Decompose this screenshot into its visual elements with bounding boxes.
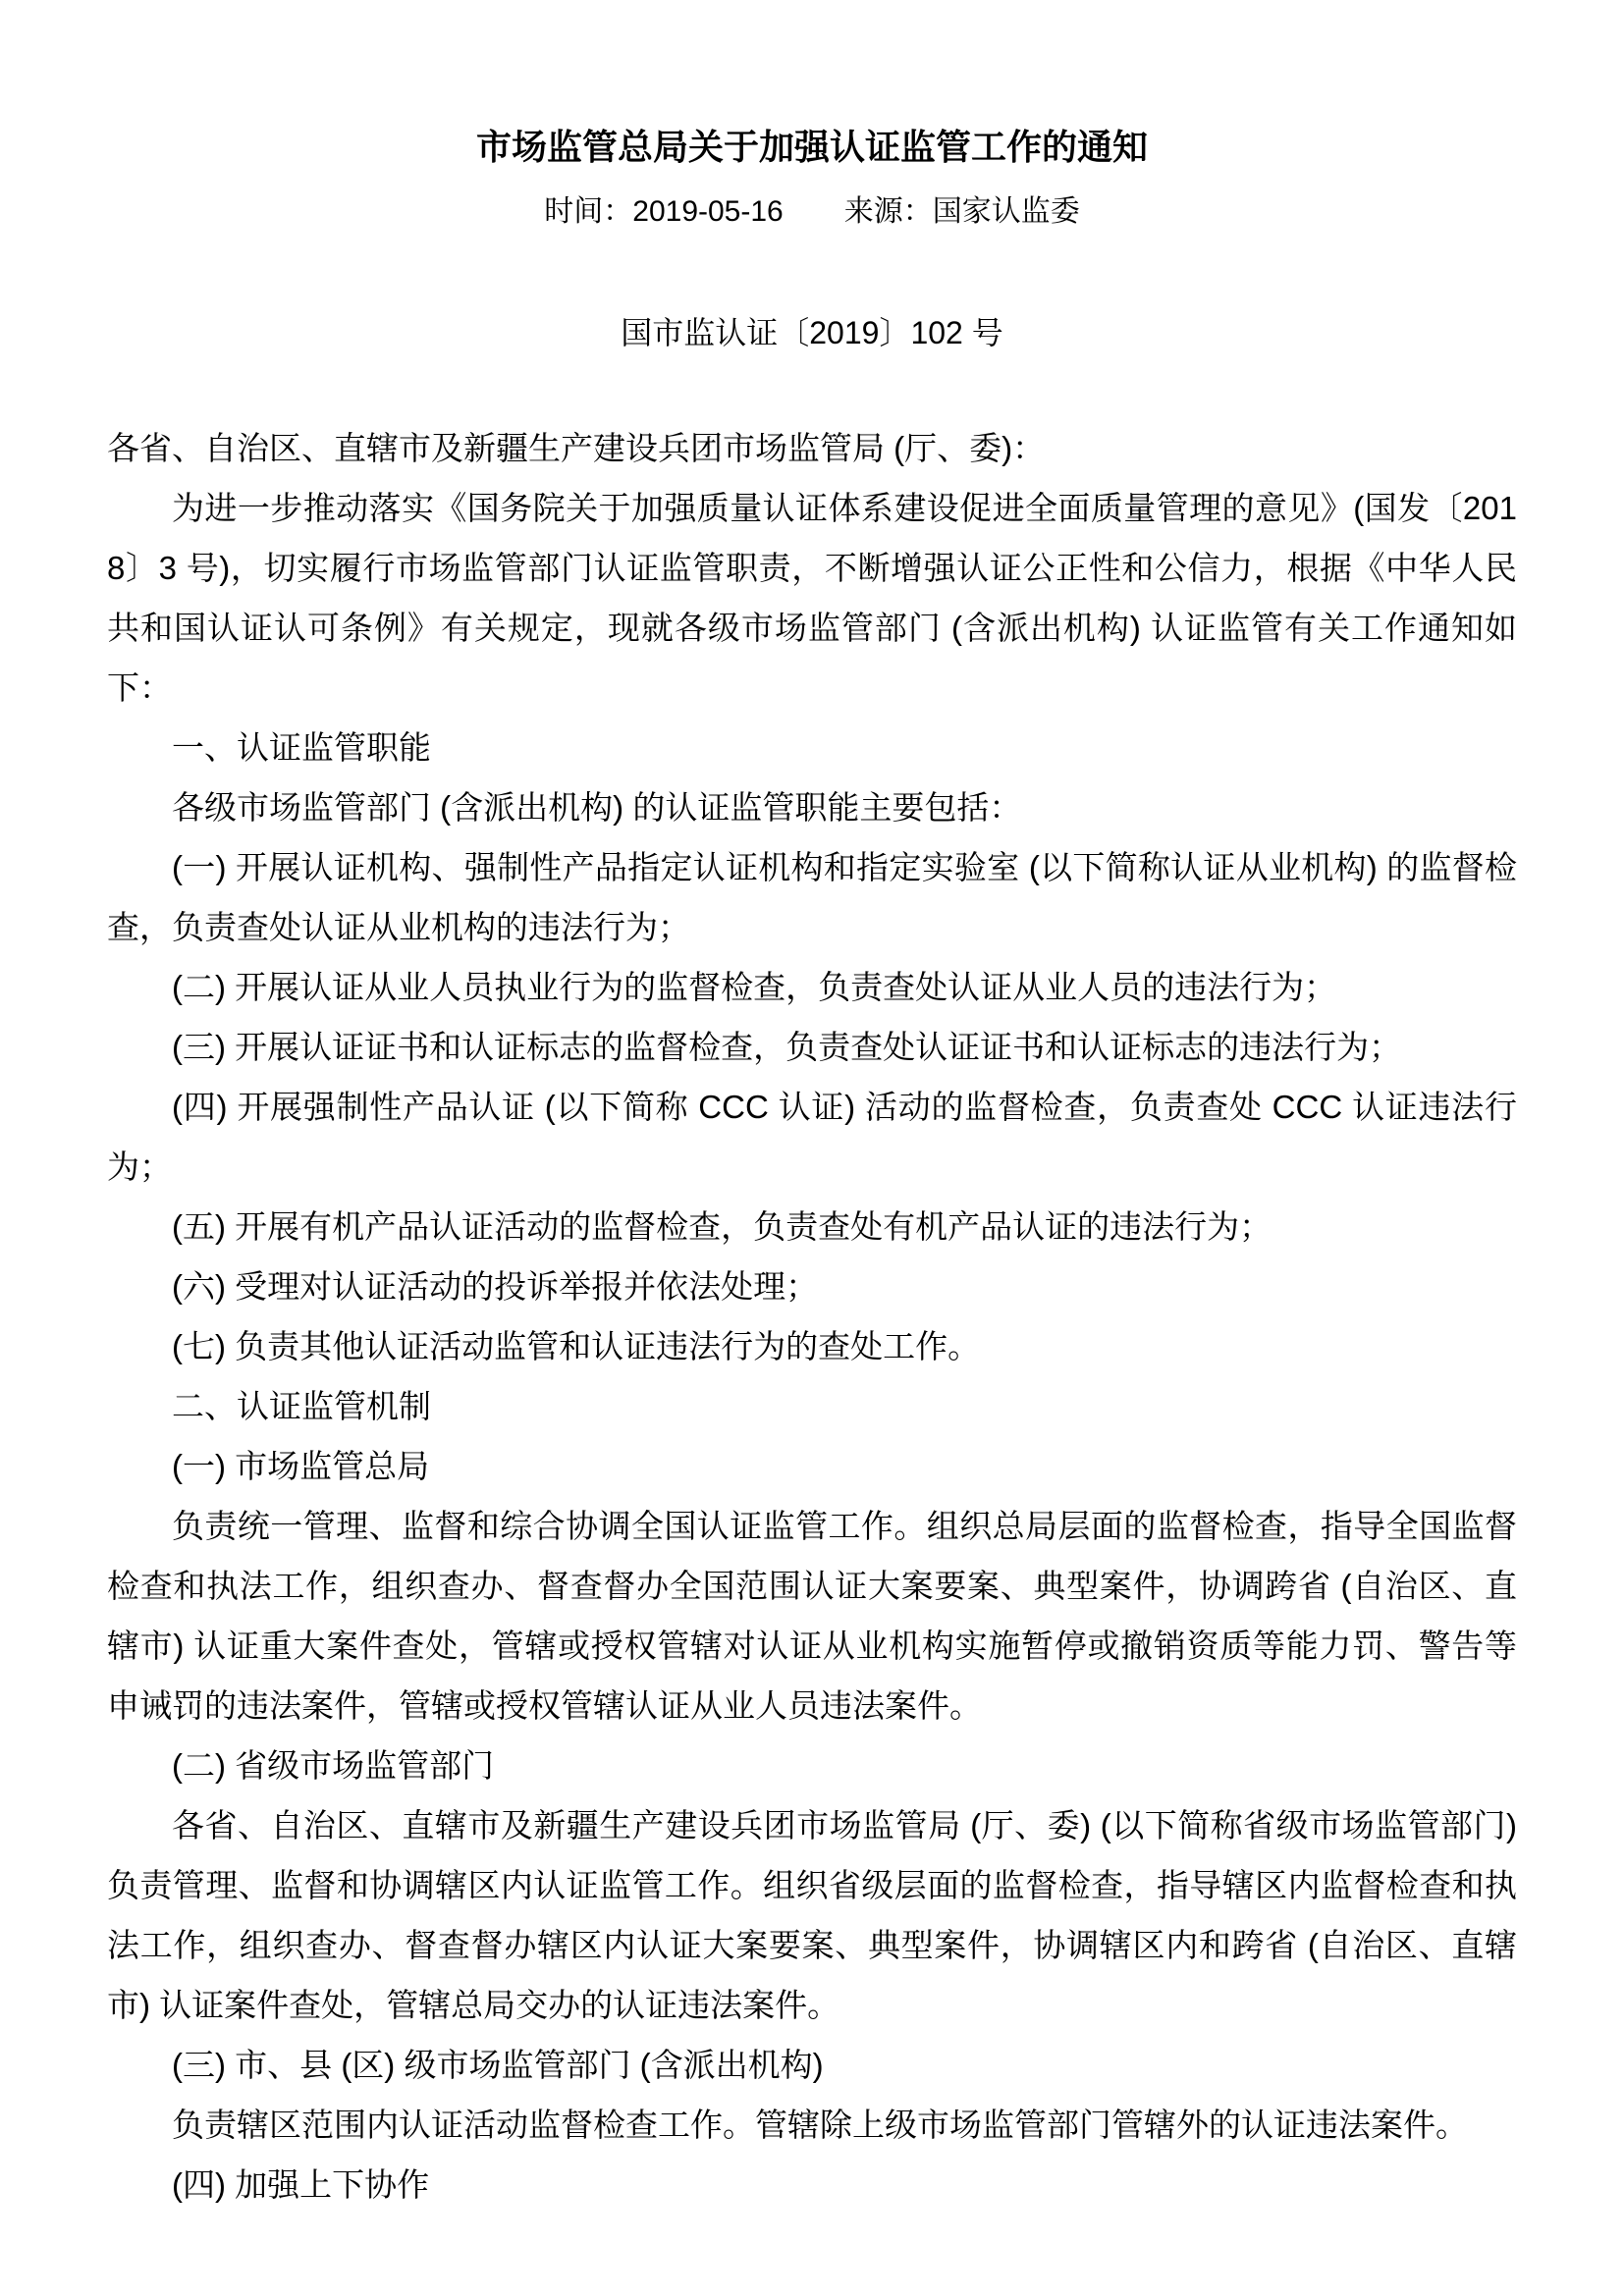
intro-paragraph: 为进一步推动落实《国务院关于加强质量认证体系建设促进全面质量管理的意见》(国发〔2018〕3 号)，切实履行市场监管部门认证监管职责，不断增强认证公正性和公信力，根据《中华人民共和国认证认可条例》有关规定，现就各级市场监管部门 (含派出机构) 认证监管有关工作通知如下： [107,490,1517,706]
document-number: 国市监认证〔2019〕102 号 [621,315,1003,350]
document-meta [107,196,1517,228]
section-1-item-4: (四) 开展强制性产品认证 (以下简称 CCC 认证) 活动的监督检查，负责查处 CCC 认证违法行为； [107,1089,1517,1185]
section-1-lead: 各级市场监管部门 (含派出机构) 的认证监管职能主要包括： [172,789,1022,826]
section-1-heading: 一、认证监管职能 [172,729,431,766]
section-1-item-2: (二) 开展认证从业人员执业行为的监督检查，负责查处认证从业人员的违法行为； [172,969,1337,1005]
section-1-item-6: (六) 受理对认证活动的投诉举报并依法处理； [172,1268,819,1305]
section-2-item-2-body: 各省、自治区、直辖市及新疆生产建设兵团市场监管局 (厅、委) (以下简称省级市场监管部门) 负责管理、监督和协调辖区内认证监管工作。组织省级层面的监督检查，指导辖区内监督检查和执法工作，组织查办、督查督办辖区内认证大案要案、典型案件，协调辖区内和跨省 (自治区、直辖市) 认证案件查处，管辖总局交办的认证违法案件。 [107,1807,1517,2023]
section-1-item-1: (一) 开展认证机构、强制性产品指定认证机构和指定实验室 (以下简称认证从业机构) 的监督检查，负责查处认证从业机构的违法行为； [107,849,1517,945]
section-2-item-1-heading: (一) 市场监管总局 [172,1448,430,1484]
section-1-item-5: (五) 开展有机产品认证活动的监督检查，负责查处有机产品认证的违法行为； [172,1208,1272,1245]
section-2-heading: 二、认证监管机制 [172,1388,431,1424]
section-2-item-4-heading: (四) 加强上下协作 [172,2166,430,2203]
document-title: 市场监管总局关于加强认证监管工作的通知 [475,127,1148,167]
document-body [107,418,1517,2215]
section-1-item-3: (三) 开展认证证书和认证标志的监督检查，负责查处认证证书和认证标志的违法行为； [172,1029,1402,1065]
section-2-item-3-body: 负责辖区范围内认证活动监督检查工作。管辖除上级市场监管部门管辖外的认证违法案件。 [172,2107,1468,2143]
salutation-line: 各省、自治区、直辖市及新疆生产建设兵团市场监管局 (厅、委)： [107,430,1046,466]
meta-source: 来源：国家认监委 [843,195,1080,228]
section-1-item-7: (七) 负责其他认证活动监管和认证违法行为的查处工作。 [172,1328,981,1364]
section-2-item-1-body: 负责统一管理、监督和综合协调全国认证监管工作。组织总局层面的监督检查，指导全国监督检查和执法工作，组织查办、督查督办全国范围认证大案要案、典型案件，协调跨省 (自治区、直辖市) 认证重大案件查处，管辖或授权管辖对认证从业机构实施暂停或撤销资质等能力罚、警告等申诫罚的违法案件，管辖或授权管辖认证从业人员违法案件。 [107,1508,1517,1724]
section-2-item-3-heading: (三) 市、县 (区) 级市场监管部门 (含派出机构) [172,2047,824,2083]
section-2-item-2-heading: (二) 省级市场监管部门 [172,1747,495,1784]
meta-time: 时间：2019-05-16 [544,195,784,228]
